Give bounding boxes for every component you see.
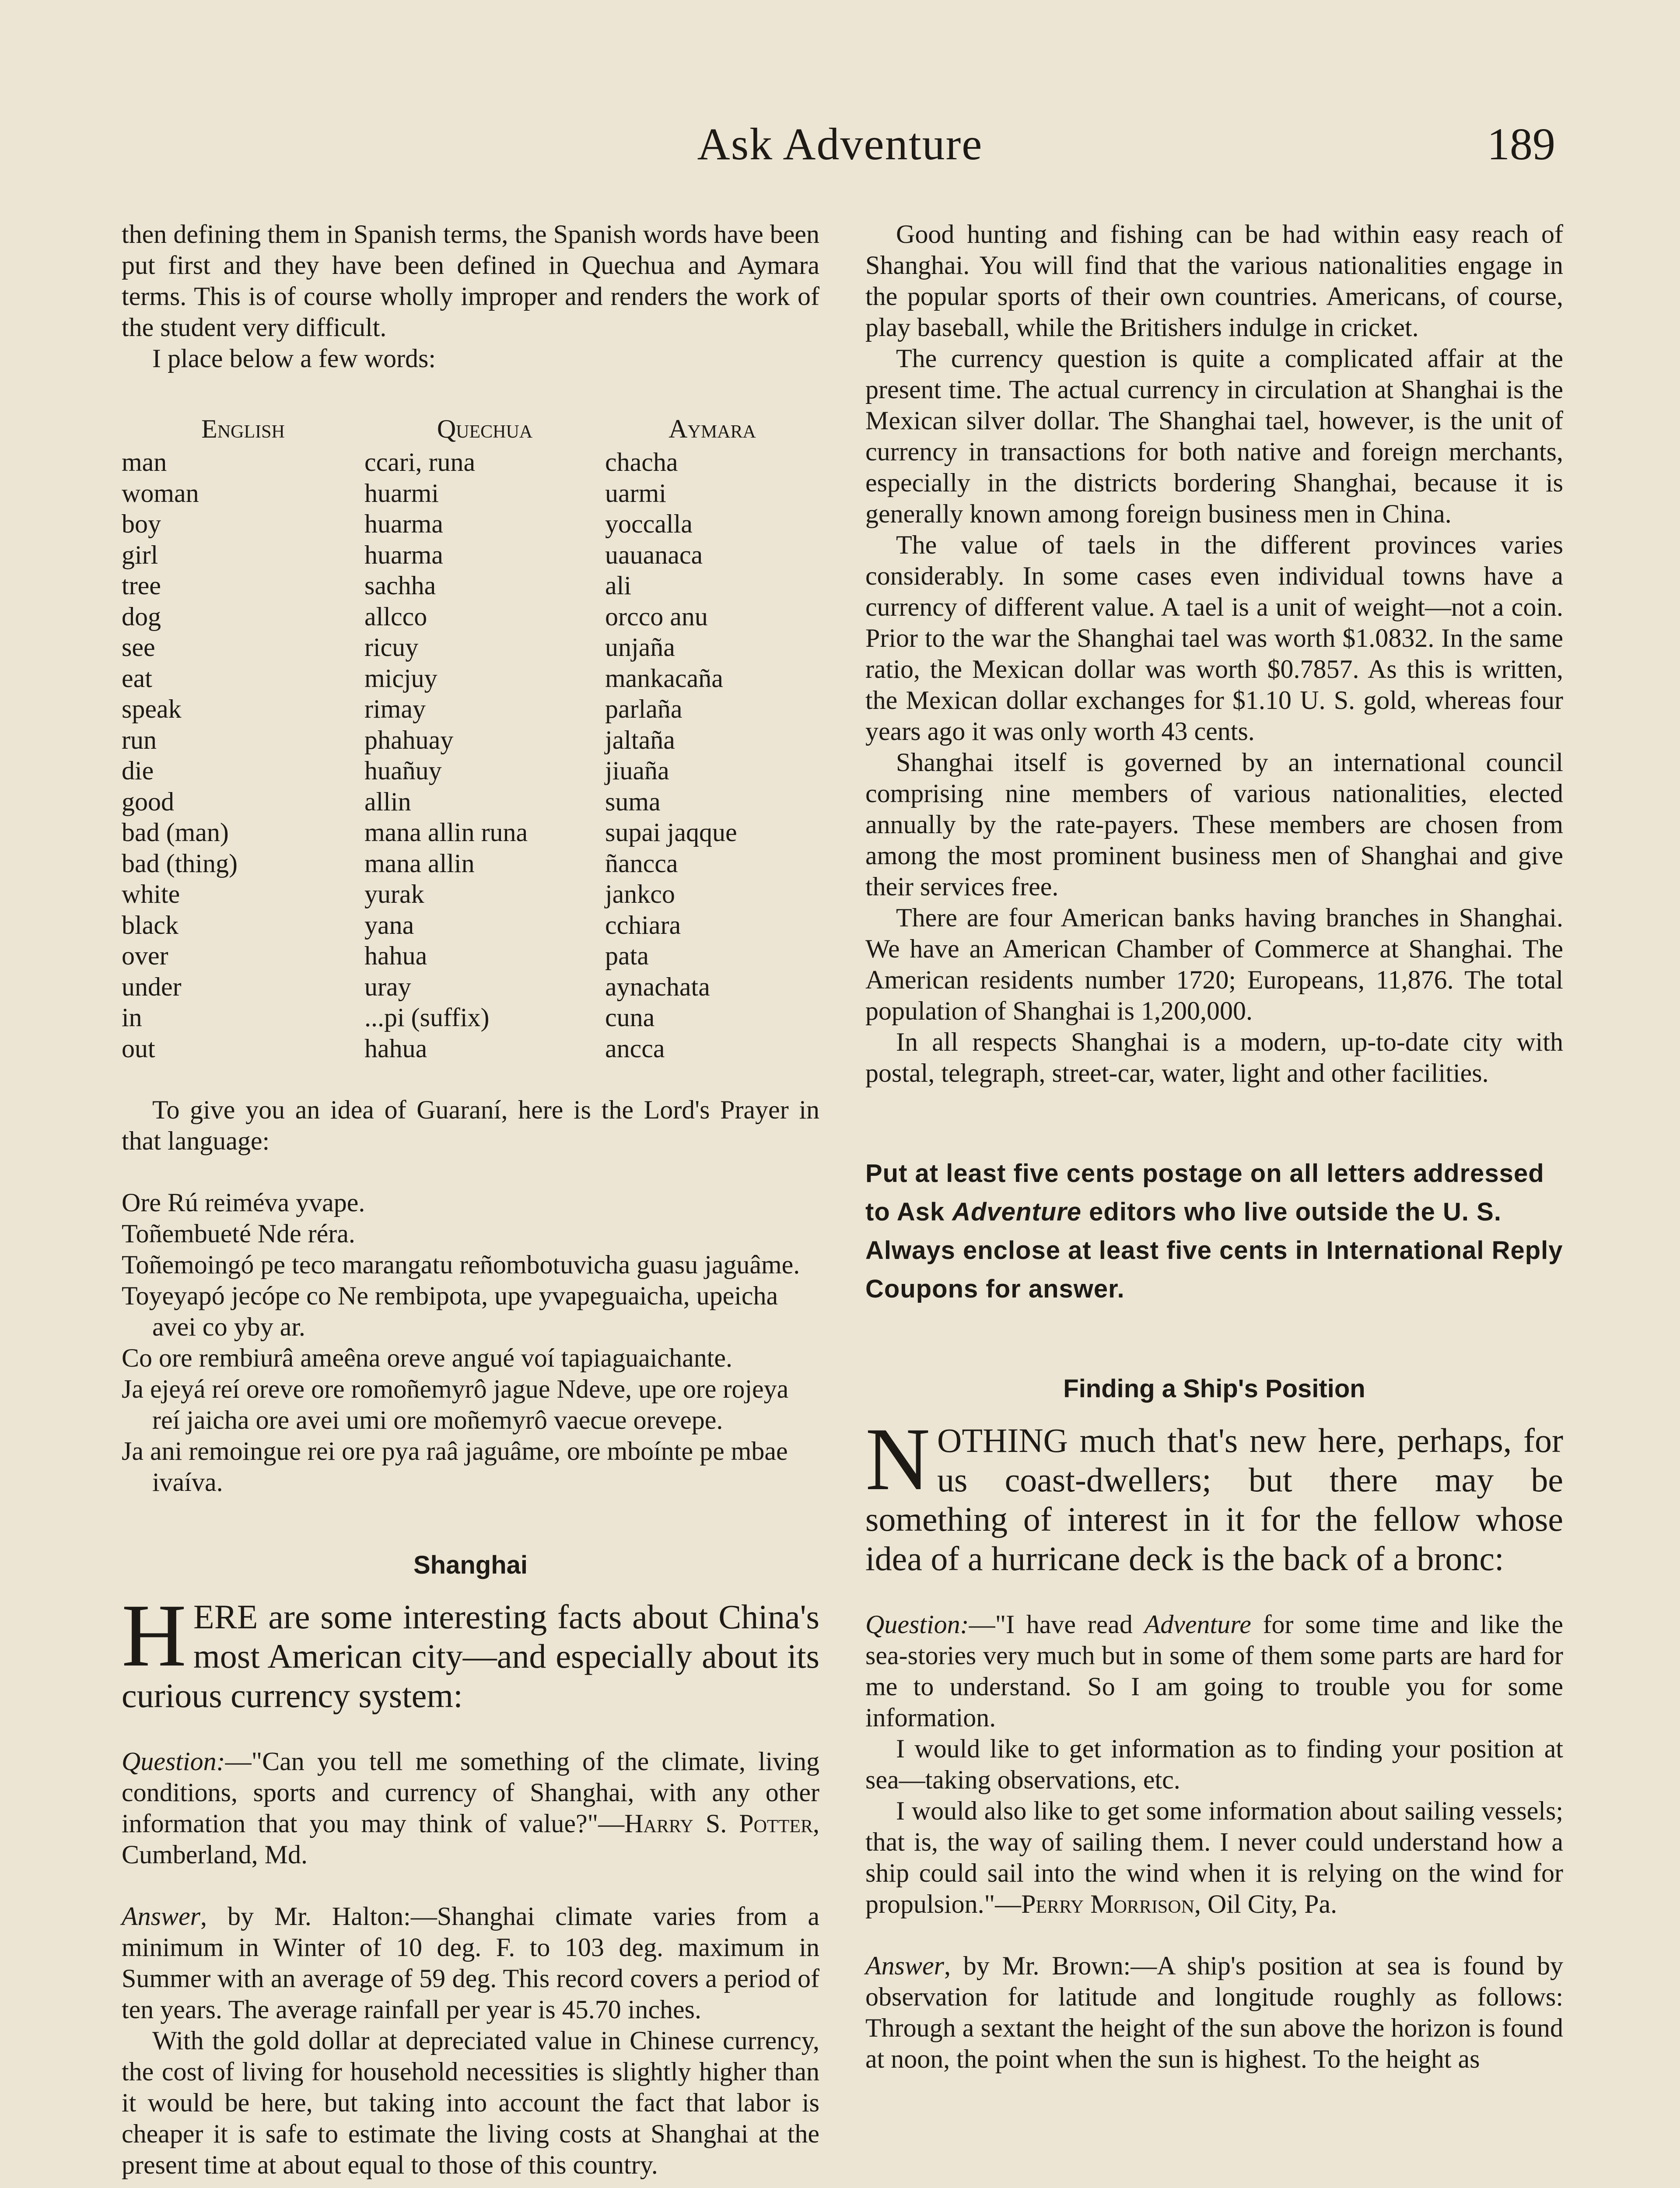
english-word: out <box>122 1034 155 1063</box>
english-word: in <box>122 1003 142 1032</box>
english-word: man <box>122 448 167 477</box>
prayer-line: Co ore rembiurâ ameêna oreve angué voí tapiaguaichante. <box>122 1343 733 1372</box>
english-word: girl <box>122 540 158 569</box>
running-head <box>0 118 1680 179</box>
vocabulary-row <box>122 786 819 817</box>
aymara-word: cchiara <box>605 910 681 940</box>
vocabulary-row <box>122 663 819 694</box>
prayer-line: Ja ani remoingue rei ore pya raâ jaguâme, ore mboínte pe mbae ivaíva. <box>122 1437 788 1497</box>
aymara-word: jaltaña <box>605 725 675 754</box>
page-number: 189 <box>1487 119 1555 169</box>
prayer-line: Ore Rú reiméva yvape. <box>122 1188 365 1217</box>
quechua-word: huarma <box>364 540 443 569</box>
vocabulary-row <box>122 817 819 848</box>
question-author: Harry S. Potter <box>624 1809 813 1838</box>
vocabulary-row <box>122 632 819 663</box>
right-column <box>865 219 1563 2075</box>
ship-question-3 <box>865 1795 1563 1920</box>
aymara-word: chacha <box>605 448 678 477</box>
section-title-ship-position: Finding a Ship's Position <box>1063 1375 1365 1403</box>
quechua-word: ricuy <box>364 633 419 662</box>
english-word: see <box>122 633 155 662</box>
english-word: dog <box>122 602 161 631</box>
answer-text: , by Mr. Brown:—A ship's position at sea is found by observation for latitude and longitude roughly as follows: Through a sextant the height of the sun above the horizon is found at noon, the point when the sun is highest. To the height as <box>865 1951 1563 2073</box>
question-place: , Cumberland, Md. <box>122 1809 819 1869</box>
guarani-intro: To give you an idea of Guaraní, here is the Lord's Prayer in that language: <box>122 1095 819 1155</box>
english-word: eat <box>122 663 152 693</box>
answer-label: Answer <box>865 1951 944 1980</box>
drop-cap: H <box>122 1586 187 1685</box>
question-label: Question: <box>865 1610 969 1639</box>
quechua-word: sachha <box>364 571 436 600</box>
paragraph-facilities: In all respects Shanghai is a modern, up-to-date city with postal, telegraph, street-car, water, light and other facilities. <box>865 1027 1563 1087</box>
quechua-word: phahuay <box>364 725 454 754</box>
shanghai-answer-2: With the gold dollar at depreciated value in Chinese currency, the cost of living for household necessities is slightly higher than it would be here, but taking into account the fact that labor is cheaper it is safe to estimate the living costs at Shanghai at the present time at about equal to those of this country. <box>122 2026 819 2179</box>
aymara-word: uauanaca <box>605 540 703 569</box>
quechua-word: uray <box>364 972 411 1001</box>
aymara-word: aynachata <box>605 972 710 1001</box>
question-place: , Oil City, Pa. <box>1194 1890 1337 1918</box>
question-label: Question: <box>122 1747 225 1776</box>
aymara-word: unjaña <box>605 633 675 662</box>
question-text: —"Can you tell me something of the climate, living conditions, sports and currency of Shanghai, with any other information that you may think of value?"— <box>122 1747 819 1838</box>
aymara-word: jiuaña <box>605 756 669 785</box>
notice-magazine-name: Adventure <box>952 1198 1082 1226</box>
aymara-word: ancca <box>605 1034 665 1063</box>
aymara-word: ñancca <box>605 849 678 878</box>
intro-paragraph-2: I place below a few words: <box>152 344 436 373</box>
question-text-2: for some time and like the sea-stories very much but in some of them some parts are hard for me to understand. So I am going to trouble you for some information. <box>865 1610 1563 1732</box>
quechua-word: micjuy <box>364 663 438 693</box>
notice-text: Put at least five cents postage on all letters addressed to Ask <box>865 1159 1544 1226</box>
question-author: Perry Morrison <box>1021 1890 1194 1918</box>
paragraph-government: Shanghai itself is governed by an international council comprising nine members of various nationalities, elected annually by the rate-payers. These members are chosen from among the most prominent business men of Shanghai and give their services free. <box>865 748 1563 901</box>
paragraph-currency: The currency question is quite a complicated affair at the present time. The actual currency in circulation at Shanghai is the Mexican silver dollar. The Shanghai tael, however, is the unit of currency in transactions for both native and foreign merchants, especially in the districts bordering Shanghai, because it is generally known among foreign business men in China. <box>865 344 1563 528</box>
english-word: tree <box>122 571 161 600</box>
vocabulary-row <box>122 447 819 478</box>
quechua-word: hahua <box>364 1034 427 1063</box>
quechua-word: yurak <box>364 880 424 908</box>
vocabulary-row <box>122 1002 819 1033</box>
left-column <box>122 219 819 2181</box>
aymara-word: suma <box>605 787 661 816</box>
postage-notice <box>865 1154 1563 1308</box>
prayer-line: Toyeyapó jecópe co Ne rembipota, upe yvapeguaicha, upeicha avei co yby ar. <box>122 1281 778 1341</box>
paragraph-sports: Good hunting and fishing can be had within easy reach of Shanghai. You will find that the various nationalities engage in the popular sports of their own countries. Americans, of course, play baseball, while the Britishers indulge in cricket. <box>865 220 1563 342</box>
lords-prayer <box>122 1187 819 1498</box>
header-aymara: Aymara <box>668 414 756 443</box>
vocabulary-row <box>122 879 819 910</box>
quechua-word: hahua <box>364 941 427 970</box>
header-quechua: Quechua <box>437 414 533 443</box>
english-word: woman <box>122 478 199 508</box>
vocabulary-row <box>122 971 819 1003</box>
drop-cap: N <box>865 1410 931 1509</box>
aymara-word: orcco anu <box>605 602 708 631</box>
vocabulary-row <box>122 910 819 941</box>
quechua-word: ccari, runa <box>364 448 476 477</box>
answer-label: Answer <box>122 1902 200 1931</box>
quechua-word: yana <box>364 910 414 940</box>
lead-text: ERE are some interesting facts about China's most American city—and especially about its curious currency system: <box>122 1598 819 1715</box>
prayer-line: Ja ejeyá reí oreve ore romoñemyrô jague Ndeve, upe ore rojeya reí jaicha ore avei umi ore moñemyrô vaecue orevepe. <box>122 1375 789 1434</box>
english-word: speak <box>122 694 182 723</box>
vocabulary-header-row <box>122 414 819 447</box>
prayer-line: Toñembueté Nde réra. <box>122 1219 355 1248</box>
vocabulary-row <box>122 725 819 756</box>
english-word: white <box>122 880 180 908</box>
quechua-word: huañuy <box>364 756 442 785</box>
paragraph-banks: There are four American banks having branches in Shanghai. We have an American Chamber of Commerce at Shanghai. The American residents number 1720; Europeans, 11,876. The total population of Shanghai is 1,200,000. <box>865 903 1563 1025</box>
running-title: Ask Adventure <box>697 119 983 169</box>
shanghai-lead <box>122 1586 819 1715</box>
vocabulary-row <box>122 508 819 540</box>
prayer-line: Toñemoingó pe teco marangatu reñombotuvicha guasu jaguâme. <box>122 1250 800 1279</box>
english-word: boy <box>122 509 161 538</box>
shanghai-answer <box>122 1901 819 2025</box>
question-text-3: I would also like to get some information about sailing vessels; that is, the way of sailing them. I never could understand how a ship could sail into the wind when it is relying on the wind for propulsion."— <box>865 1796 1563 1918</box>
notice-text-2: editors who live outside the U. S. Always enclose at least five cents in International Reply Coupons for answer. <box>865 1198 1563 1303</box>
question-text: —"I have read <box>969 1610 1144 1639</box>
vocabulary-rows <box>122 447 819 1064</box>
aymara-word: mankacaña <box>605 663 723 693</box>
aymara-word: jankco <box>605 880 675 908</box>
quechua-word: mana allin runa <box>364 818 528 847</box>
english-word: good <box>122 787 174 816</box>
quechua-word: huarmi <box>364 478 439 508</box>
english-word: run <box>122 725 157 754</box>
aymara-word: supai jaqque <box>605 818 737 847</box>
ship-question <box>865 1609 1563 1733</box>
aymara-word: uarmi <box>605 478 666 508</box>
vocabulary-row <box>122 540 819 571</box>
english-word: under <box>122 972 182 1001</box>
question-magazine-name: Adventure <box>1144 1610 1251 1639</box>
vocabulary-row <box>122 848 819 879</box>
vocabulary-row <box>122 1033 819 1064</box>
paragraph-taels: The value of taels in the different provinces varies considerably. In some cases even individual towns have a currency of different value. A tael is a unit of weight—not a coin. Prior to the war the Shanghai tael was worth $1.0832. In the same ratio, the Mexican dollar was worth $0.7857. As this is written, the Mexican dollar exchanges for $1.10 U. S. gold, whereas four years ago it was only worth 43 cents. <box>865 530 1563 746</box>
quechua-word: huarma <box>364 509 443 538</box>
lead-text: OTHING much that's new here, perhaps, for us coast-dwellers; but there may be something of interest in it for the fellow whose idea of a hurricane deck is the back of a bronc: <box>865 1421 1563 1578</box>
header-english: English <box>201 414 285 443</box>
vocabulary-row <box>122 694 819 725</box>
english-word: die <box>122 756 154 785</box>
intro-paragraph: then defining them in Spanish terms, the Spanish words have been put first and they have been defined in Quechua and Aymara terms. This is of course wholly improper and renders the work of the student very difficult. <box>122 220 819 342</box>
ship-answer <box>865 1950 1563 2075</box>
vocabulary-row <box>122 755 819 786</box>
vocabulary-row <box>122 570 819 601</box>
shanghai-question <box>122 1746 819 1870</box>
english-word: bad (thing) <box>122 849 238 878</box>
vocabulary-row <box>122 478 819 509</box>
vocabulary-row <box>122 601 819 632</box>
english-word: bad (man) <box>122 818 229 847</box>
aymara-word: pata <box>605 941 649 970</box>
vocabulary-row <box>122 940 819 971</box>
vocabulary-table <box>122 414 819 1064</box>
ship-question-2: I would like to get information as to finding your position at sea—taking observations, etc. <box>865 1734 1563 1794</box>
aymara-word: parlaña <box>605 694 682 723</box>
ship-lead <box>865 1410 1563 1578</box>
answer-text: , by Mr. Halton:—Shanghai climate varies from a minimum in Winter of 10 deg. F. to 103 deg. maximum in Summer with an average of 59 deg. This record covers a period of ten years. The average rainfall per year is 45.70 inches. <box>122 1902 819 2024</box>
english-word: black <box>122 910 178 940</box>
quechua-word: allin <box>364 787 411 816</box>
section-title-shanghai: Shanghai <box>413 1551 528 1579</box>
aymara-word: cuna <box>605 1003 655 1032</box>
quechua-word: mana allin <box>364 849 475 878</box>
quechua-word: ...pi (suffix) <box>364 1003 490 1032</box>
aymara-word: yoccalla <box>605 509 693 538</box>
aymara-word: ali <box>605 571 631 600</box>
english-word: over <box>122 941 168 970</box>
quechua-word: rimay <box>364 694 426 723</box>
quechua-word: allcco <box>364 602 427 631</box>
